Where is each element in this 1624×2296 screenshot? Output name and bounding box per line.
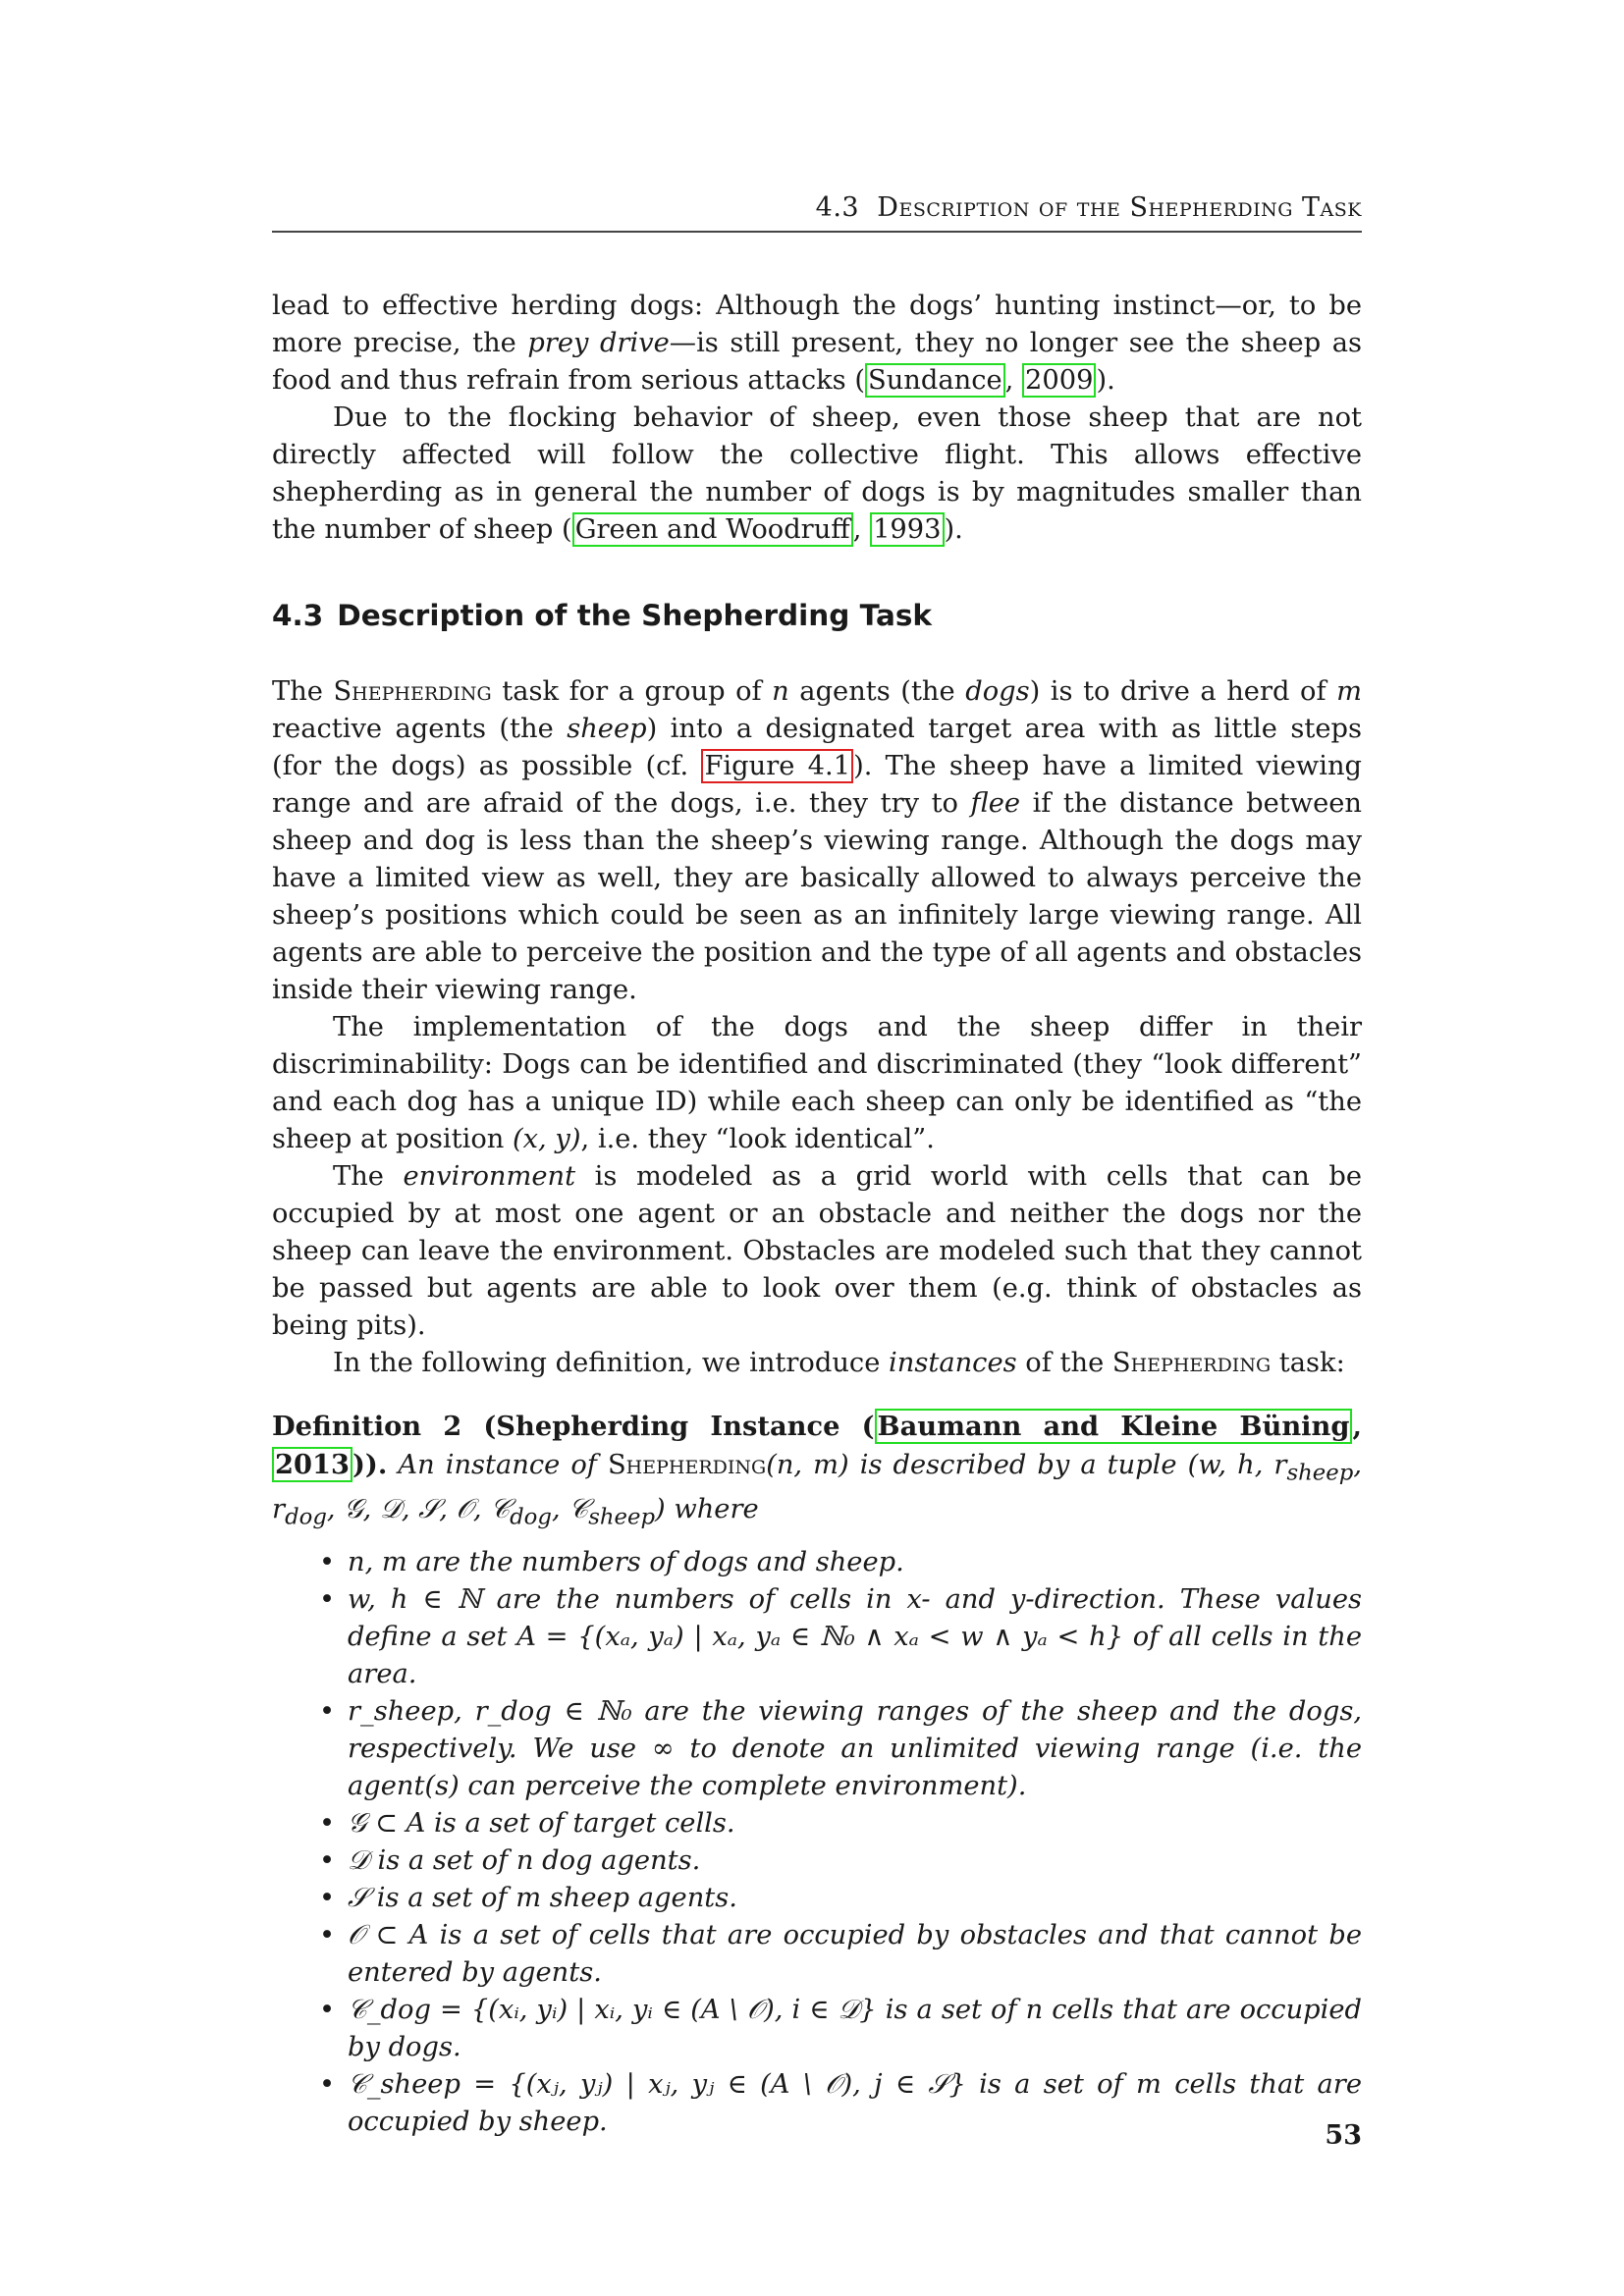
text-run: The implementation of the dogs and the sheep differ in their discriminability: Dogs can be identified and discriminated (they “look different” and each dog has a unique ID) while each sheep can only be identified as “the sheep at position: [272, 1012, 1362, 1154]
math-run: , 𝒞: [551, 1494, 589, 1525]
list-item-text: w, h ∈ ℕ are the numbers of cells in x- and y-direction. These values define a set A = {(xₐ, yₐ) | xₐ, yₐ ∈ ℕ₀ ∧ xₐ < w ∧ yₐ < h} of all cells in the area.: [348, 1583, 1362, 1689]
citation-link[interactable]: Green and Woodruff: [572, 512, 853, 547]
section-number: 4.3: [272, 599, 324, 632]
subscript: sheep: [588, 1504, 656, 1530]
text-run: ) where: [655, 1494, 759, 1525]
running-header-number: 4.3: [815, 192, 860, 223]
text-run: , i.e. they “look identical”.: [580, 1124, 935, 1154]
text-run: ).: [1096, 365, 1115, 396]
small-caps-term: Shepherding: [1111, 1348, 1272, 1378]
list-item-text: 𝒞_sheep = {(xⱼ, yⱼ) | xⱼ, yⱼ ∈ (A \ 𝒪), j ∈ 𝒮} is a set of m cells that are occupied by sheep.: [348, 2068, 1362, 2137]
text-run: task:: [1271, 1348, 1345, 1378]
list-item: [319, 1544, 1362, 1581]
subscript: dog: [285, 1504, 327, 1530]
citation-year-link[interactable]: 2009: [1022, 363, 1096, 398]
text-run: Due to the flocking behavior of sheep, even those sheep that are not directly affected will follow the collective flight. This allows effective shepherding as in general the number of dogs is by magnitudes smaller than the number of sheep (: [272, 402, 1362, 545]
page-number: 53: [1325, 2120, 1362, 2151]
list-item: [319, 1842, 1362, 1880]
text-run: ) is to drive a herd of: [1029, 676, 1337, 707]
text-run: lead to effective herding dogs: Although the dogs’ hunting instinct—or, to be more precise, the: [272, 291, 1362, 358]
figure-reference-link[interactable]: Figure 4.1: [701, 749, 853, 783]
emphasis: instances: [889, 1348, 1017, 1378]
list-item-text: 𝒟 is a set of n dog agents.: [348, 1844, 701, 1876]
list-item: [319, 1992, 1362, 2066]
math-run: , r: [272, 1450, 1362, 1525]
list-item-text: 𝒮 is a set of m sheep agents.: [348, 1882, 737, 1913]
math-var: n: [772, 676, 789, 707]
citation-link[interactable]: Sundance: [865, 363, 1005, 398]
text-run: In the following definition, we introduce: [333, 1348, 890, 1378]
text-run: )).: [352, 1449, 388, 1480]
definition-list: [272, 1544, 1362, 2141]
text-run: ,: [1004, 365, 1022, 396]
definition-intro: [272, 1450, 1362, 1530]
subscript: dog: [510, 1504, 552, 1530]
section-title: Description of the Shepherding Task: [337, 599, 933, 632]
emphasis: prey drive: [527, 328, 670, 358]
citation-link[interactable]: Baumann and Kleine Büning: [875, 1409, 1353, 1444]
text-run: of the: [1016, 1348, 1112, 1378]
text-run: task for a group of: [491, 676, 773, 707]
definition-block: [272, 1408, 1362, 2141]
text-run: reactive agents (the: [272, 714, 568, 744]
header-rule: [272, 231, 1362, 233]
text-run: ) into a designated target area with as little steps (for the dogs) as possible (cf.: [272, 714, 1362, 781]
bullet-icon: •: [319, 1583, 336, 1615]
emphasis: environment: [403, 1161, 576, 1192]
section-heading: [272, 597, 1362, 634]
paragraph: [272, 1158, 1362, 1345]
list-item: [319, 1917, 1362, 1992]
paragraph: [272, 1345, 1362, 1382]
list-item: [319, 1693, 1362, 1805]
small-caps-term: Shepherding: [607, 1450, 767, 1480]
text-run: is modeled as a grid world with cells that can be occupied by at most one agent or an obstacle and neither the dogs nor the sheep can leave the environment. Obstacles are modeled such that they cannot be passed but agents are able to look over them (e.g. think of obstacles as being pits).: [272, 1161, 1362, 1341]
text-run: if the distance between sheep and dog is less than the sheep’s viewing range. Although the dogs may have a limited view as well, they are basically allowed to always perceive the sheep’s positions which could be seen as an infinitely large viewing range. All agents are able to perceive the position and the type of all agents and obstacles inside their viewing range.: [272, 788, 1363, 1005]
bullet-icon: •: [319, 1546, 336, 1577]
text-run: ,: [1352, 1411, 1362, 1442]
list-item: [319, 1880, 1362, 1917]
subscript: sheep: [1286, 1460, 1354, 1486]
bullet-icon: •: [319, 1882, 336, 1913]
paragraph: [272, 288, 1362, 400]
list-item-text: 𝒪 ⊂ A is a set of cells that are occupied by obstacles and that cannot be entered by agents.: [348, 1919, 1362, 1988]
math-run: , 𝒢, 𝒟, 𝒮, 𝒪, 𝒞: [326, 1494, 511, 1525]
math-expression: (x, y): [513, 1124, 581, 1154]
bullet-icon: •: [319, 2068, 336, 2100]
list-item-text: 𝒞_dog = {(xᵢ, yᵢ) | xᵢ, yᵢ ∈ (A \ 𝒪), i ∈ 𝒟} is a set of n cells that are occupied by dogs.: [348, 1994, 1362, 2062]
bullet-icon: •: [319, 1919, 336, 1950]
emphasis: dogs: [965, 676, 1030, 707]
text-run: agents (the: [788, 676, 966, 707]
emphasis: flee: [970, 788, 1021, 819]
text-run: The: [272, 676, 334, 707]
emphasis: sheep: [567, 714, 647, 744]
math-run: (n, m) is described by a tuple (w, h, r: [766, 1450, 1287, 1480]
citation-year-link[interactable]: 1993: [870, 512, 944, 547]
paragraph: [272, 1009, 1362, 1158]
text-run: ). The sheep have a limited viewing range and are afraid of the dogs, i.e. they try to: [272, 751, 1363, 819]
running-header-title: Description of the Shepherding Task: [877, 192, 1362, 223]
text-run: ).: [944, 514, 963, 545]
citation-year-link[interactable]: 2013: [272, 1447, 352, 1482]
list-item: [319, 2066, 1362, 2141]
text-run: Definition 2 (Shepherding Instance (: [272, 1411, 875, 1442]
paragraph: [272, 673, 1362, 1009]
list-item-text: 𝒢 ⊂ A is a set of target cells.: [348, 1807, 735, 1839]
list-item-text: r_sheep, r_dog ∈ ℕ₀ are the viewing ranges of the sheep and the dogs, respectively. We use ∞ to denote an unlimited viewing range (i.e. the agent(s) can perceive the complete environment).: [348, 1695, 1362, 1801]
paragraph: [272, 400, 1362, 549]
bullet-icon: •: [319, 1844, 336, 1876]
bullet-icon: •: [319, 1994, 336, 2025]
main-text: [272, 288, 1362, 2141]
text-run: The: [333, 1161, 404, 1192]
math-var: m: [1336, 676, 1362, 707]
text-run: ,: [852, 514, 871, 545]
small-caps-term: Shepherding: [333, 676, 492, 707]
bullet-icon: •: [319, 1695, 336, 1727]
running-header: [272, 192, 1362, 223]
text-run: —is still present, they no longer see the sheep as food and thus refrain from serious attacks (: [272, 328, 1362, 396]
list-item: [319, 1581, 1362, 1693]
list-item-text: n, m are the numbers of dogs and sheep.: [348, 1546, 904, 1577]
list-item: [319, 1805, 1362, 1842]
definition-statement: [272, 1408, 1362, 1536]
bullet-icon: •: [319, 1807, 336, 1839]
text-run: An instance of: [398, 1450, 608, 1480]
